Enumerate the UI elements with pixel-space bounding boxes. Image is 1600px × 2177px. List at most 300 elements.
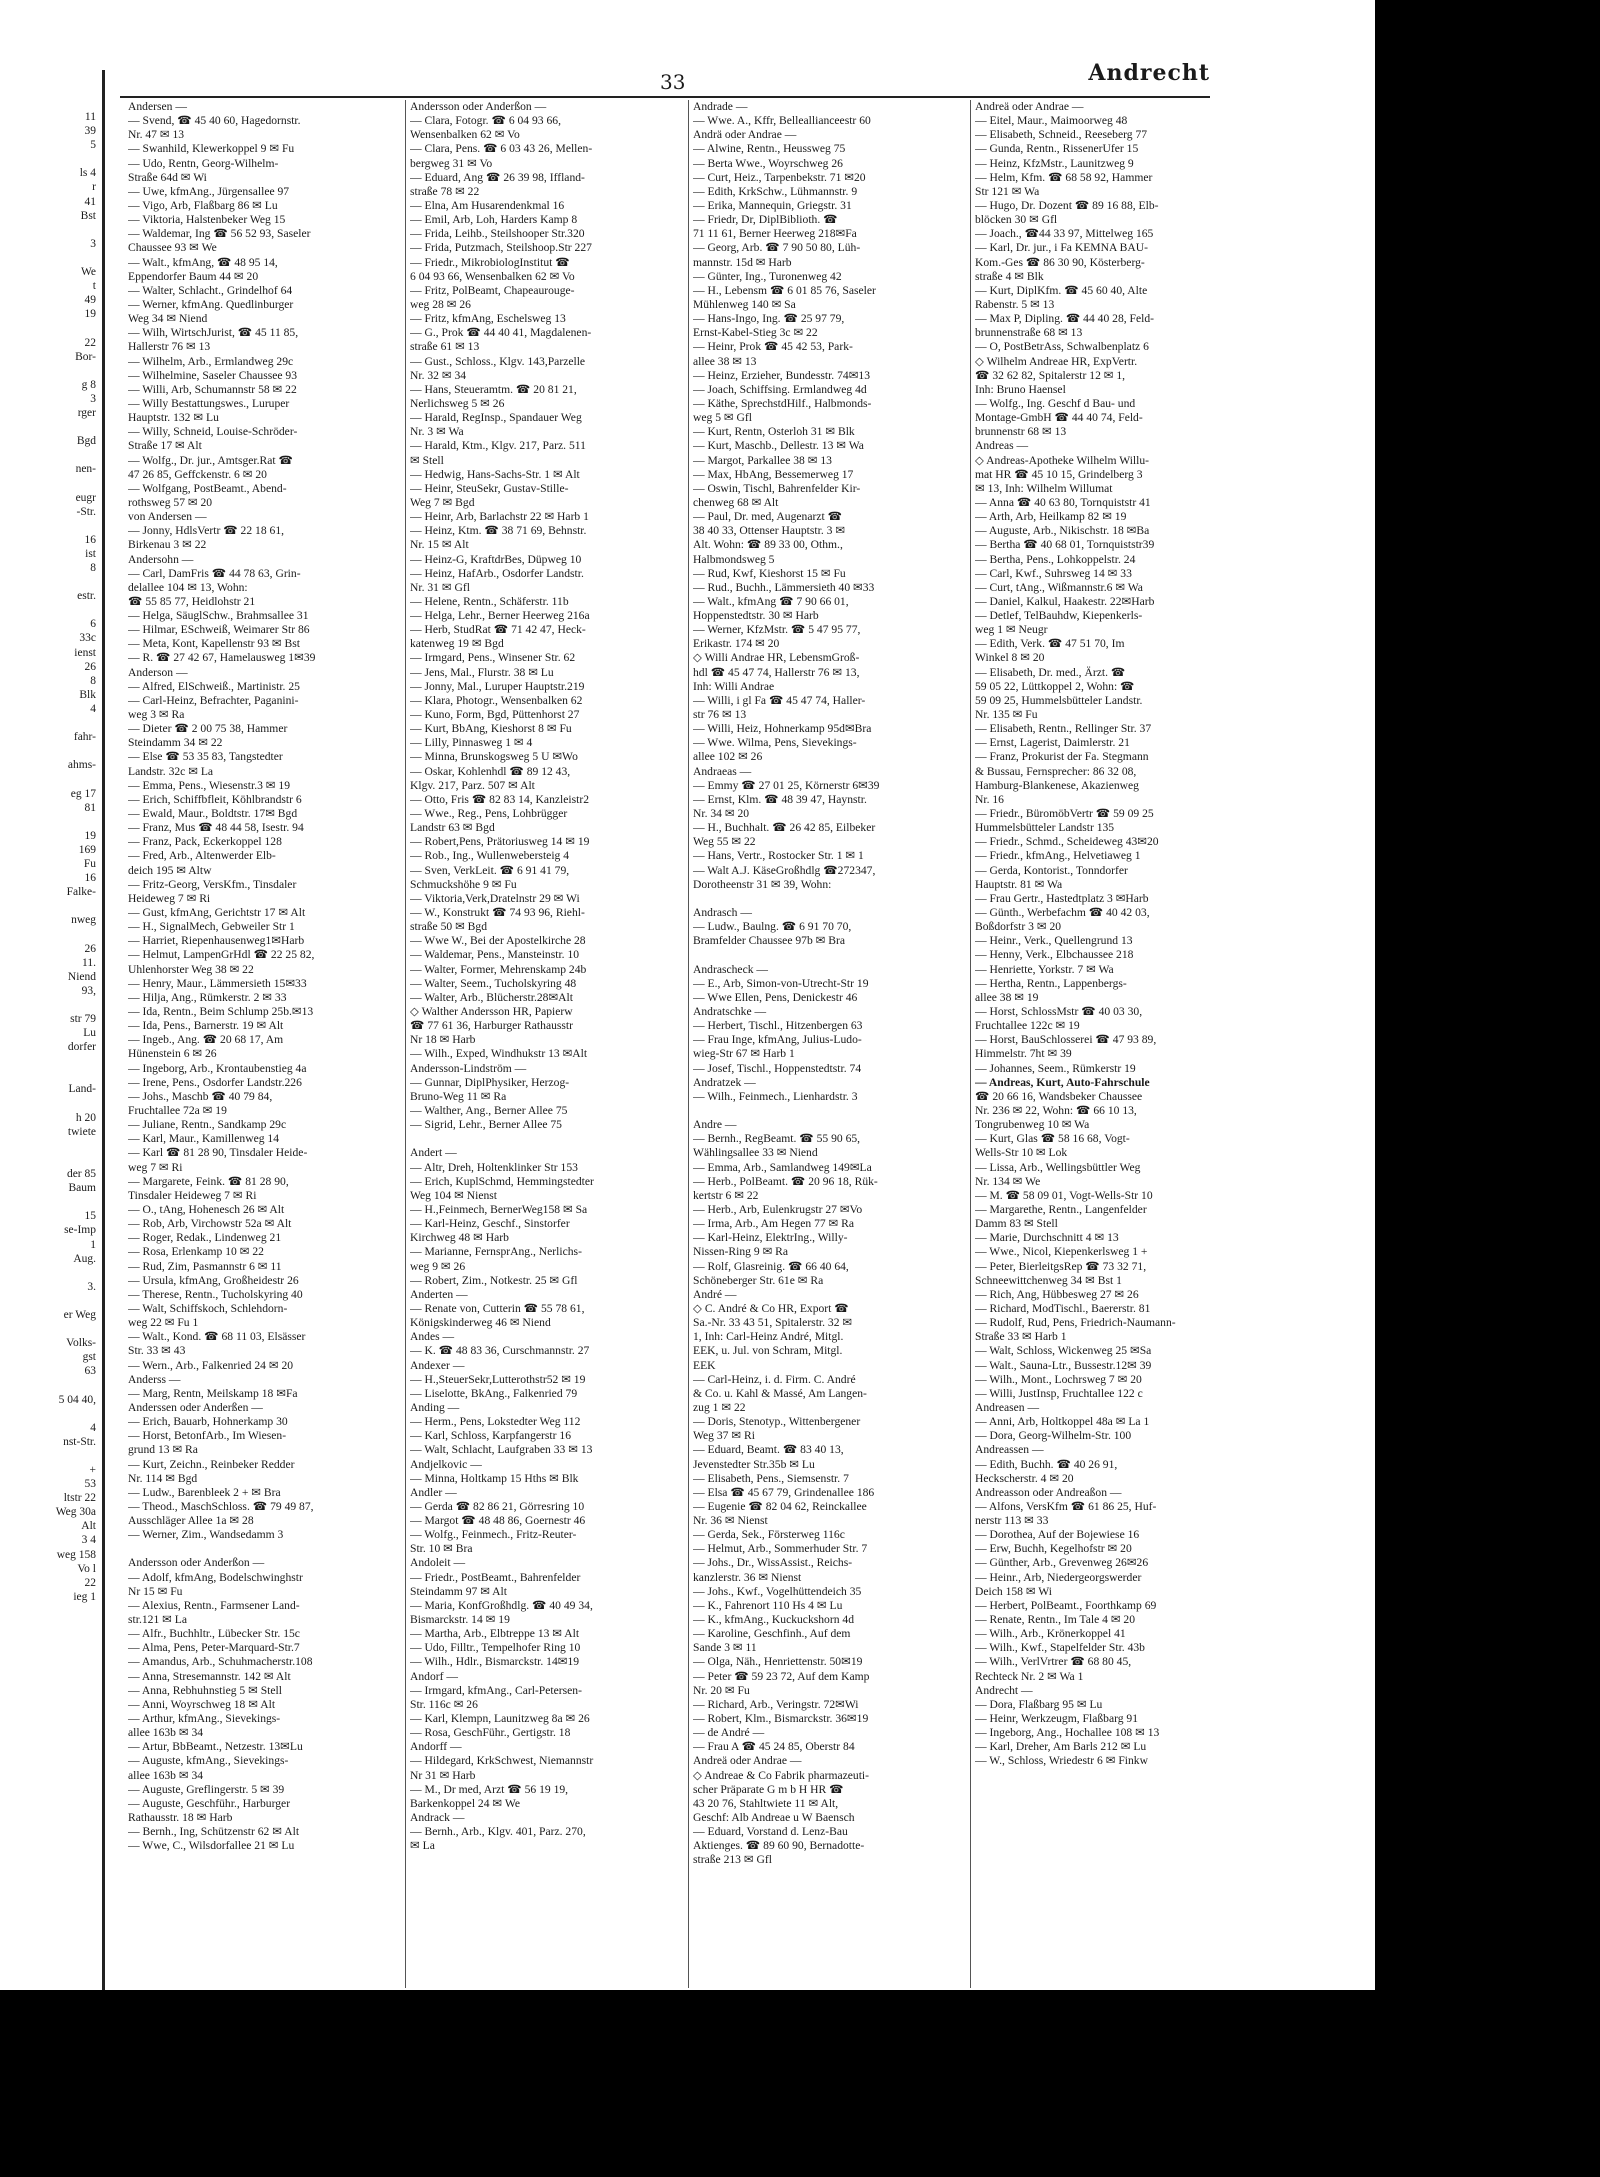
directory-entry: Rechteck Nr. 2 ✉ Wa 1 [975,1669,1084,1683]
directory-entry: — Ewald, Maur., Boldtstr. 17✉ Bgd [128,807,298,821]
fragment-line [0,899,100,913]
directory-entry: — Emmy ☎ 27 01 25, Körnerstr 6✉39 [693,778,880,792]
directory-entry: mat HR ☎ 45 10 15, Grindelberg 3 [975,467,1143,481]
directory-entry: — Franz, Pack, Eckerkoppel 128 [128,835,282,849]
directory-entry: 38 40 33, Ottenser Hauptstr. 3 ✉ [693,524,846,538]
surname-heading: Anderson — [128,665,188,679]
directory-entry: — Waldemar, Ing ☎ 56 52 93, Saseler [128,227,311,241]
directory-entry: — Hans, Vertr., Rostocker Str. 1 ✉ 1 [693,849,864,863]
directory-entry: — Willi, i gl Fa ☎ 45 47 74, Haller- [693,693,866,707]
fragment-line: 33c [79,632,96,645]
fragment-line [0,772,100,786]
directory-entry: Inh: Bruno Haensel [975,382,1066,396]
directory-entry: — Ingeborg, Ang., Hochallee 108 ✉ 13 [975,1726,1160,1740]
directory-entry: — Herbert, PolBeamt., Foorthkamp 69 [975,1598,1157,1612]
directory-entry: — Wwe Ellen, Pens, Denickestr 46 [693,990,858,1004]
directory-entry: — Wwe., Reg., Pens, Lohbrügger [410,807,568,821]
directory-entry: — Alexius, Rentn., Farmsener Land- [128,1598,300,1612]
directory-entry: — Emma, Arb., Samlandweg 149✉La [693,1160,872,1174]
directory-entry: Himmelstr. 7ht ✉ 39 [975,1047,1072,1061]
directory-entry: — Karl, Schloss, Karpfangerstr 16 [410,1429,571,1443]
directory-entry: — Vigo, Arb, Flaßbarg 86 ✉ Lu [128,198,278,212]
directory-entry: Nr 15 ✉ Fu [128,1584,183,1598]
directory-entry: weg 3 ✉ Ra [128,708,185,722]
directory-entry: — Herb., Arb, Eulenkrugstr 27 ✉Vo [693,1202,863,1216]
directory-entry: — Rud., Buchh., Lämmersieth 40 ✉33 [693,580,875,594]
directory-entry: ◇ Andreas-Apotheke Wilhelm Willu- [975,453,1150,467]
directory-entry: — Frida, Leihb., Steilshooper Str.320 [410,227,585,241]
directory-entry: — Altr, Dreh, Holtenklinker Str 153 [410,1160,578,1174]
directory-entry: Wells-Str 10 ✉ Lok [975,1146,1068,1160]
directory-entry: — Walt, Schlacht, Laufgraben 33 ✉ 13 [410,1443,593,1457]
fragment-line: weg 158 [56,1548,96,1561]
fragment-line [0,1407,100,1421]
directory-entry: weg 1 ✉ Neugr [975,623,1048,637]
directory-entry: — Wern., Arb., Falkenried 24 ✉ 20 [128,1358,294,1372]
directory-entry: — Werner, Zim., Wandsedamm 3 [128,1528,284,1542]
directory-entry: — Wilh., VerlVrtrer ☎ 68 80 45, [975,1655,1132,1669]
fragment-line [0,1153,100,1167]
directory-entry: — Waldemar, Pens., Mansteinstr. 10 [410,948,580,962]
directory-entry: Bruno-Weg 11 ✉ Ra [410,1089,507,1103]
directory-entry: — Eugenie ☎ 82 04 62, Reinckallee [693,1499,867,1513]
directory-entry: — Fritz, kfmAng, Eschelsweg 13 [410,312,566,326]
fragment-line: Land- [68,1083,96,1096]
directory-entry: — Peter ☎ 59 23 72, Auf dem Kamp [693,1669,870,1683]
directory-entry: — H., Lebensm ☎ 6 01 85 76, Saseler [693,283,876,297]
directory-entry: — Fritz, PolBeamt, Chapeaurouge- [410,283,575,297]
directory-entry: — Amandus, Arb., Schuhmacherstr.108 [128,1655,313,1669]
directory-entry: Straße 17 ✉ Alt [128,439,202,453]
directory-entry: — Liselotte, BkAng., Falkenried 79 [410,1386,578,1400]
directory-entry: — Dora, Flaßbarg 95 ✉ Lu [975,1697,1103,1711]
directory-entry: str 76 ✉ 13 [693,708,747,722]
directory-entry: — Daniel, Kalkul, Haakestr. 22✉Harb [975,594,1155,608]
directory-entry: 43 20 76, Stahltwiete 11 ✉ Alt, [693,1796,839,1810]
surname-heading: Andratschke — [693,1005,767,1018]
directory-entry: — Herb, StudRat ☎ 71 42 47, Heck- [410,623,586,637]
surname-heading: Anderssen oder Anderßen — [128,1400,263,1414]
surname-heading: Andrasch — [693,906,752,920]
directory-entry: — Karl, Dreher, Am Barls 212 ✉ Lu [975,1740,1147,1754]
surname-heading: Andersson oder Anderßon — [128,1556,265,1570]
surname-heading: Andre — [693,1118,737,1132]
directory-entry: Hamburg-Blankenese, Akazienweg [975,778,1139,792]
directory-entry: Sande 3 ✉ 11 [693,1641,757,1655]
directory-entry: — Curt, Heiz., Tarpenbekstr. 71 ✉20 [693,170,866,184]
directory-entry: — Jonny, Mal., Luruper Hauptstr.219 [410,679,585,693]
directory-entry: Fruchtallee 122c ✉ 19 [975,1019,1080,1033]
fragment-line: twiete [67,1125,96,1138]
directory-entry: — Auguste, kfmAng., Sievekings- [128,1754,289,1768]
surname-heading: Andler — [410,1485,457,1499]
directory-entry: nerstr 113 ✉ 33 [975,1514,1049,1528]
directory-entry: Nr. 134 ✉ We [975,1174,1041,1188]
column-4 [975,100,1243,1988]
directory-entry: — Johs., Dr., WissAssist., Reichs- [693,1556,853,1570]
directory-entry: — Heinz, KfzMstr., Launitzweg 9 [975,156,1134,170]
directory-entry: Hallerstr 76 ✉ 13 [128,340,211,354]
directory-entry: — Wilh., Mont., Lochrsweg 7 ✉ 20 [975,1372,1142,1386]
directory-entry: — Renate, Rentn., Im Tale 4 ✉ 20 [975,1613,1136,1627]
directory-entry: — Theod., MaschSchloss. ☎ 79 49 87, [128,1499,314,1513]
fragment-line: 4 [90,702,96,715]
directory-entry: — Richard, ModTischl., Baererstr. 81 [975,1301,1151,1315]
directory-entry: — Helga, Lehr., Berner Heerweg 216a [410,609,590,623]
directory-entry: — Joach, Schiffsing. Ermlandweg 4d [693,382,867,396]
fragment-line: Bor- [75,350,96,363]
directory-entry: — Walther, Ang., Berner Allee 75 [410,1103,568,1117]
directory-entry: — Kurt, BbAng, Kieshorst 8 ✉ Fu [410,722,572,736]
fragment-line [0,519,100,533]
directory-entry: Hoppenstedtstr. 30 ✉ Harb [693,609,819,623]
directory-entry: — Hedwig, Hans-Sachs-Str. 1 ✉ Alt [410,467,580,481]
surname-heading: André — [693,1287,737,1301]
directory-entry: — H., Buchhalt. ☎ 26 42 85, Eilbeker [693,821,876,835]
directory-entry: — Sigrid, Lehr., Berner Allee 75 [410,1118,562,1132]
directory-entry: & Bussau, Fernsprecher: 86 32 08, [975,764,1137,778]
directory-entry: — Karl ☎ 81 28 90, Tinsdaler Heide- [128,1146,308,1160]
directory-entry: — M. ☎ 58 09 01, Vogt-Wells-Str 10 [975,1188,1153,1202]
directory-entry: — Walt A.J. KäseGroßhdlg ☎272347, [693,863,876,877]
directory-entry: — Alwine, Rentn., Heussweg 75 [693,142,846,156]
directory-entry: 59 05 22, Lüttkoppel 2, Wohn: ☎ [975,679,1135,693]
directory-entry: — Walter, Arb., Blücherstr.28✉Alt [410,990,573,1004]
directory-entry: EEK, u. Jul. von Schram, Mitgl. [693,1344,843,1358]
directory-entry: — Anni, Woyrschweg 18 ✉ Alt [128,1697,276,1711]
directory-entry: — Herm., Pens, Lokstedter Weg 112 [410,1415,581,1429]
directory-entry: Weg 34 ✉ Niend [128,312,208,326]
directory-entry: — Käthe, SprechstdHilf., Halbmonds- [693,396,872,410]
directory-entry: & Co. u. Kahl & Massé, Am Langen- [693,1386,867,1400]
fragment-line: 15 [84,1210,96,1223]
surname-heading: Andrascheck — [693,962,769,976]
directory-entry: — Wilhelm, Arb., Ermlandweg 29c [128,354,294,368]
directory-entry: Königskinderweg 46 ✉ Niend [410,1316,551,1330]
directory-entry: Sa.-Nr. 33 43 51, Spitalerstr. 32 ✉ [693,1316,853,1330]
directory-entry [693,892,961,906]
surname-heading: Andersohn — [128,552,194,566]
directory-entry: Heckscherstr. 4 ✉ 20 [975,1471,1074,1485]
fragment-line [0,1294,100,1308]
directory-entry: — H.,Feinmech, BernerWeg158 ✉ Sa [410,1202,588,1216]
directory-entry: — Robert, Klm., Bismarckstr. 36✉19 [693,1712,869,1726]
fragment-line: 41 [84,195,96,208]
directory-entry: — Frida, Putzmach, Steilshoop.Str 227 [410,241,592,255]
fragment-line: 3. [87,1280,96,1293]
directory-entry: grund 13 ✉ Ra [128,1443,198,1457]
directory-entry: — Rosa, Erlenkamp 10 ✉ 22 [128,1245,264,1259]
fragment-line [0,998,100,1012]
directory-entry: — Gust., Schloss., Klgv. 143,Parzelle [410,354,586,368]
directory-entry: — Ursula, kfmAng, Großheidestr 26 [128,1273,299,1287]
surname-heading: Andersen — [128,100,187,113]
directory-entry: — H.,SteuerSekr,Lutterothstr52 ✉ 19 [410,1372,586,1386]
directory-entry: — Gunnar, DiplPhysiker, Herzog- [410,1075,570,1089]
fragment-line: t [92,280,96,293]
directory-entry: Str. 33 ✉ 43 [128,1344,186,1358]
directory-entry: — Elsa ☎ 45 67 79, Grindenallee 186 [693,1485,875,1499]
directory-entry: — Alfr., Buchhltr., Lübecker Str. 15c [128,1627,300,1641]
fragment-line: 63 [84,1365,96,1378]
directory-entry: — Wilh., Feinmech., Lienhardstr. 3 [693,1089,858,1103]
directory-entry: — Frau A ☎ 45 24 85, Oberstr 84 [693,1740,855,1754]
surname-heading: Andrecht — [975,1683,1033,1697]
fragment-line [0,1195,100,1209]
directory-entry: — Karoline, Geschfinh., Auf dem [693,1627,851,1641]
directory-entry: — Arthur, kfmAng., Sievekings- [128,1712,281,1726]
directory-entry: Inh: Willi Andrae [693,679,775,693]
directory-entry: — Franz, Mus ☎ 48 44 58, Isestr. 94 [128,821,304,835]
fragment-line: 169 [78,843,96,856]
fragment-line: 26 [84,942,96,955]
fragment-line: der 85 [66,1168,96,1181]
directory-entry: — Harald, Ktm., Klgv. 217, Parz. 511 [410,439,586,453]
directory-entry: Nerlichsweg 5 ✉ 26 [410,396,505,410]
directory-entry: — O, PostBetrAss, Schwalbenplatz 6 [975,340,1149,354]
fragment-line: str 79 [70,1013,96,1025]
fragment-line: 26 [84,660,96,673]
directory-entry: Weg 55 ✉ 22 [693,835,756,849]
directory-entry: Erikastr. 174 ✉ 20 [693,637,780,651]
directory-entry: Chaussee 93 ✉ We [128,241,217,255]
directory-entry: — Friedr., BüromöbVertr ☎ 59 09 25 [975,807,1154,821]
directory-entry: — Wwe., Nicol, Kiepenkerlsweg 1 + [975,1245,1148,1259]
directory-entry: Kom.-Ges ☎ 86 30 90, Kösterberg- [975,255,1145,269]
running-head: Andrecht [1088,60,1210,86]
directory-entry: — Detlef, TelBauhdw, Kiepenkerls- [975,609,1143,623]
directory-entry: Straße 33 ✉ Harb 1 [975,1330,1067,1344]
directory-entry: Nissen-Ring 9 ✉ Ra [693,1245,789,1259]
fragment-line [0,716,100,730]
directory-entry: Montage-GmbH ☎ 44 40 74, Feld- [975,411,1143,425]
fragment-line: 19 [84,829,96,842]
directory-entry: Schöneberger Str. 61e ✉ Ra [693,1273,824,1287]
directory-entry: — Gerda, Sek., Försterweg 116c [693,1528,845,1542]
surname-heading: Anderss — [128,1372,181,1386]
surname-heading: Andratzek — [693,1075,756,1089]
column-separator [970,100,971,1988]
fragment-line: 16 [84,533,96,546]
surname-heading: Andorff — [410,1740,462,1754]
column-separator [688,100,689,1988]
directory-entry: — Ida, Pens., Barnerstr. 19 ✉ Alt [128,1019,284,1033]
fragment-line: Vo l [77,1562,96,1575]
directory-entry: ◇ C. André & Co HR, Export ☎ [693,1301,849,1315]
directory-entry: weg 22 ✉ Fu 1 [128,1316,199,1330]
fragment-line [0,1322,100,1336]
directory-entry: — Rud, Kwf, Kieshorst 15 ✉ Fu [693,566,846,580]
directory-entry: — Bertha ☎ 40 68 01, Tornquiststr39 [975,538,1155,552]
directory-entry: Hünenstein 6 ✉ 26 [128,1047,217,1061]
fragment-line: 3 [90,237,96,250]
directory-entry: — Bernh., RegBeamt. ☎ 55 90 65, [693,1132,861,1146]
directory-entry: — Walt., kfmAng ☎ 7 90 66 01, [693,594,849,608]
directory-entry: — Erich, Bauarb, Hohnerkamp 30 [128,1415,288,1429]
fragment-line: 5 [90,139,96,152]
directory-entry: Mühlenweg 140 ✉ Sa [693,297,796,311]
directory-entry: — Willi, Arb, Schumannstr 58 ✉ 22 [128,382,297,396]
directory-entry: — Oskar, Kohlenhdl ☎ 89 12 43, [410,764,571,778]
directory-entry: — Herbert, Tischl., Hitzenbergen 63 [693,1019,863,1033]
directory-entry: — Ingeborg, Arb., Krontaubenstieg 4a [128,1061,307,1075]
directory-entry: — Maria, KonfGroßhdlg. ☎ 40 49 34, [410,1598,593,1612]
directory-entry: — Walt, Schiffskoch, Schlehdorn- [128,1301,288,1315]
directory-entry: — Jonny, HdlsVertr ☎ 22 18 61, [128,524,285,538]
directory-entry: — Else ☎ 53 35 83, Tangstedter [128,750,283,764]
directory-entry: — Meta, Kont, Kapellenstr 93 ✉ Bst [128,637,301,651]
directory-entry: brunnenstraße 68 ✉ 13 [975,326,1083,340]
directory-entry: — Uwe, kfmAng., Jürgensallee 97 [128,184,290,198]
directory-entry: — Walter, Schlacht., Grindelhof 64 [128,283,293,297]
directory-entry: — Kuno, Form, Bgd, Püttenhorst 27 [410,708,580,722]
directory-entry: Aktienges. ☎ 89 60 90, Bernadotte- [693,1839,865,1853]
directory-entry: — Bernh., Ing, Schützenstr 62 ✉ Alt [128,1825,300,1839]
fragment-line: 1 [90,1238,96,1251]
fragment-line [0,927,100,941]
directory-entry: — Juliane, Rentn., Sandkamp 29c [128,1118,287,1132]
directory-entry: — Henriette, Yorkstr. 7 ✉ Wa [975,962,1114,976]
directory-entry: — Oswin, Tischl, Bahrenfelder Kir- [693,481,861,495]
fragment-line: Weg 30a [55,1506,96,1519]
previous-page-fragment [0,110,100,1990]
directory-entry: — Kurt, DiplKfm. ☎ 45 60 40, Alte [975,283,1148,297]
directory-entry: straße 50 ✉ Bgd [410,920,488,934]
fragment-line: 3 [90,392,96,405]
directory-entry: — Gerda ☎ 82 86 21, Görresring 10 [410,1499,585,1513]
directory-entry: bergweg 31 ✉ Vo [410,156,493,170]
fragment-line: 8 [90,674,96,687]
fragment-line: 11. [82,956,96,969]
directory-entry: scher Präparate G m b H HR ☎ [693,1782,844,1796]
header-rule [120,96,1210,98]
fragment-line [0,1054,100,1068]
directory-entry: brunnenstr 68 ✉ 13 [975,425,1067,439]
directory-entry: straße 4 ✉ Blk [975,269,1044,283]
page-gutter [102,70,105,1990]
fragment-line [0,321,100,335]
fragment-line: Niend [67,970,96,983]
directory-entry: — Emma, Pens., Wiesenstr.3 ✉ 19 [128,778,290,792]
directory-entry: Birkenau 3 ✉ 22 [128,538,207,552]
directory-entry: weg 7 ✉ Ri [128,1160,183,1174]
directory-entry: — Elisabeth, Rentn., Rellinger Str. 37 [975,722,1152,736]
directory-entry: — Swanhild, Klewerkoppel 9 ✉ Fu [128,142,295,156]
directory-entry: rothsweg 57 ✉ 20 [128,495,213,509]
fragment-line: Falke- [66,886,96,899]
directory-entry: Nr. 36 ✉ Nienst [693,1514,768,1528]
fragment-line: 53 [84,1478,96,1491]
fragment-line: Bgd [76,435,96,448]
fragment-line: ls 4 [79,167,96,180]
directory-entry: Nr. 3 ✉ Wa [410,425,464,439]
surname-heading: Andersson-Lindström — [410,1061,527,1075]
directory-entry: 71 11 61, Berner Heerweg 218✉Fa [693,227,857,241]
fragment-line [0,603,100,617]
directory-entry: — Irmgard, kfmAng., Carl-Petersen- [410,1683,582,1697]
directory-entry: — Anna, Rebhuhnstieg 5 ✉ Stell [128,1683,282,1697]
directory-entry: — de André — [693,1726,765,1740]
directory-entry: — Marianne, FernsprAng., Nerlichs- [410,1245,582,1259]
fragment-line: 19 [84,308,96,321]
fragment-line: Fu [83,857,96,870]
directory-entry: — Karl-Heinz, ElektrIng., Willy- [693,1231,848,1245]
directory-entry: Str. 10 ✉ Bra [410,1542,473,1556]
directory-entry: Damm 83 ✉ Stell [975,1217,1058,1231]
directory-entry: weg 28 ✉ 26 [410,297,471,311]
directory-entry: Rathausstr. 18 ✉ Harb [128,1811,233,1825]
directory-entry: — Heinr., Verk., Quellengrund 13 [975,934,1133,948]
directory-entry: Straße 64d ✉ Wi [128,170,207,184]
fragment-line: eg 17 [70,787,96,800]
directory-entry: — Walt., kfmAng, ☎ 48 95 14, [128,255,278,269]
fragment-line: Baum [68,1182,96,1195]
directory-entry: Nr 31 ✉ Harb [410,1768,476,1782]
directory-entry: Halbmondsweg 5 [693,552,775,566]
directory-entry: — Walt., Kond. ☎ 68 11 03, Elsässer [128,1330,306,1344]
fragment-line: 81 [84,801,96,814]
directory-entry: — Josef, Tischl., Hoppenstedtstr. 74 [693,1061,862,1075]
directory-entry: Nr. 47 ✉ 13 [128,128,185,142]
directory-entry: — Willi, JustInsp, Fruchtallee 122 c [975,1386,1143,1400]
directory-entry: allee 38 ✉ 13 [693,354,757,368]
directory-entry: — Hugo, Dr. Dozent ☎ 89 16 88, Elb- [975,198,1159,212]
scan-border-right [1375,0,1600,2177]
directory-entry: — Erw, Buchh, Kegelhofstr ✉ 20 [975,1542,1132,1556]
fragment-line [0,152,100,166]
directory-entry: — Viktoria,Verk,Dratelnstr 29 ✉ Wi [410,891,580,905]
fragment-line: 39 [84,125,96,138]
fragment-line [0,448,100,462]
surname-heading: Andreassen — [975,1443,1044,1457]
directory-entry: — Viktoria, Halstenbeker Weg 15 [128,213,286,227]
directory-entry: — W., Schloss, Wriedestr 6 ✉ Finkw [975,1754,1148,1768]
directory-entry: Winkel 8 ✉ 20 [975,651,1045,665]
fragment-line: dorfer [67,1041,96,1054]
directory-entry: — Margot ☎ 48 48 86, Goernestr 46 [410,1514,586,1528]
directory-entry: ✉ La [410,1839,435,1853]
directory-entry: — Lissa, Arb., Wellingsbüttler Weg [975,1160,1141,1174]
directory-entry: — Horst, SchlossMstr ☎ 40 03 30, [975,1005,1143,1018]
directory-entry: Ernst-Kabel-Stieg 3c ✉ 22 [693,326,818,340]
directory-entry: — Werner, KfzMstr. ☎ 5 47 95 77, [693,623,861,637]
directory-entry: — Heinr, Prok ☎ 45 42 53, Park- [693,340,853,354]
directory-entry: Deich 158 ✉ Wi [975,1584,1052,1598]
directory-entry: — Doris, Stenotyp., Wittenbergener [693,1415,861,1429]
directory-entry: — Irma, Arb., Am Hegen 77 ✉ Ra [693,1217,855,1231]
directory-entry [128,1542,396,1556]
directory-entry: Barkenkoppel 24 ✉ We [410,1796,520,1810]
directory-entry: — Wolfg., Feinmech., Fritz-Reuter- [410,1528,577,1542]
directory-entry: — Anni, Arb, Holtkoppel 48a ✉ La 1 [975,1415,1150,1429]
directory-entry: — Alma, Pens, Peter-Marquard-Str.7 [128,1641,300,1655]
directory-entry: — Marg, Rentn, Meilskamp 18 ✉Fa [128,1386,298,1400]
directory-entry: — Helene, Rentn., Schäferstr. 11b [410,594,569,608]
directory-entry: Schmuckshöhe 9 ✉ Fu [410,877,517,891]
surname-heading: von Andersen — [128,510,207,524]
directory-entry: Nr. 32 ✉ 34 [410,368,467,382]
directory-entry: — Edith, Verk. ☎ 47 51 70, Im [975,637,1125,651]
directory-entry: — Klara, Photogr., Wensenbalken 62 [410,693,583,707]
directory-entry: — Margot, Parkallee 38 ✉ 13 [693,453,832,467]
directory-entry: — W., Konstrukt ☎ 74 93 96, Riehl- [410,906,585,920]
directory-entry: — Kurt, Rentn, Osterloh 31 ✉ Blk [693,425,855,439]
directory-entry: straße 78 ✉ 22 [410,184,480,198]
directory-entry: — Carl-Heinz, Befrachter, Paganini- [128,693,299,707]
directory-entry: — Richard, Arb., Veringstr. 72✉Wi [693,1697,859,1711]
directory-entry: — Johs., Maschb ☎ 40 79 84, [128,1089,273,1103]
directory-entry: — Wwe. Wilma, Pens, Sievekings- [693,736,857,750]
